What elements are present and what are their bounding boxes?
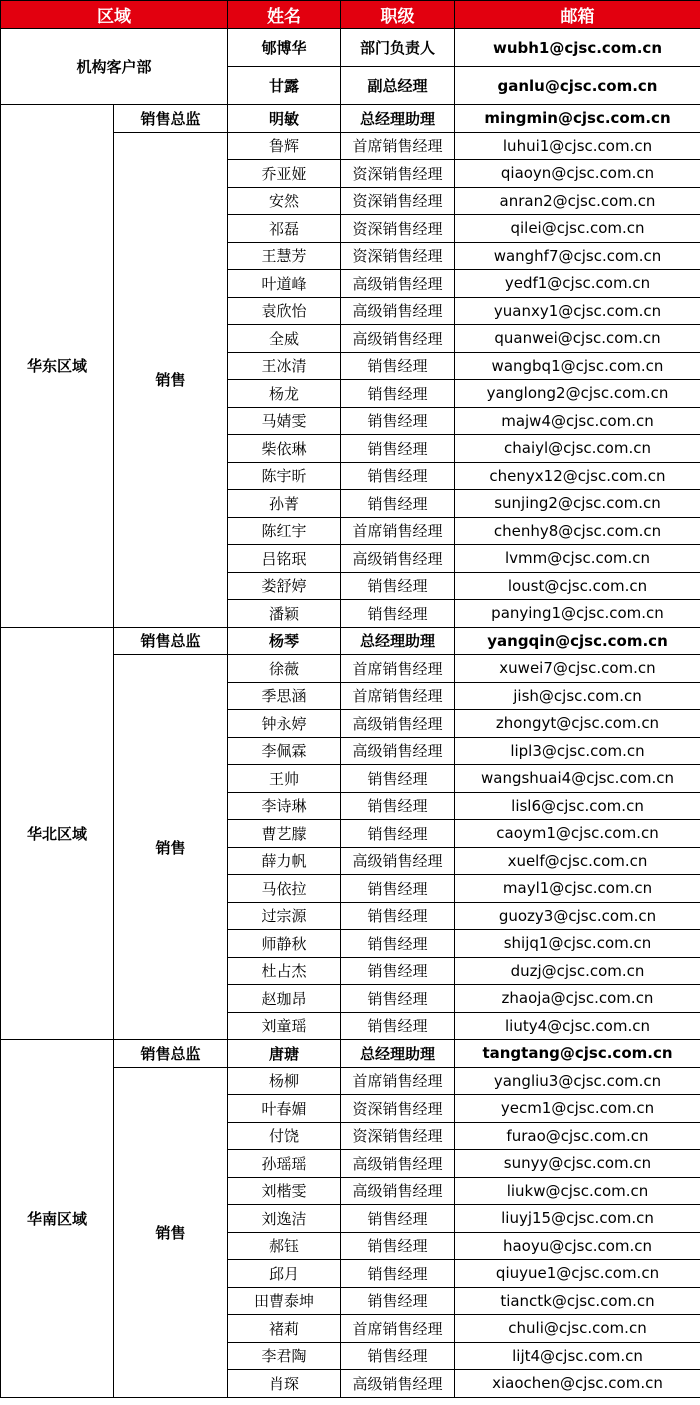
level-cell: 销售经理 (341, 407, 455, 435)
name-cell: 孙瑶瑶 (228, 1150, 341, 1178)
email-cell: zhaoja@cjsc.com.cn (455, 985, 700, 1013)
email-cell: liuty4@cjsc.com.cn (455, 1012, 700, 1040)
name-cell: 郝钰 (228, 1232, 341, 1260)
region-cell: 华北区域 (1, 627, 114, 1040)
name-cell: 过宗源 (228, 902, 341, 930)
name-cell: 刘楷雯 (228, 1177, 341, 1205)
email-cell: qiuyue1@cjsc.com.cn (455, 1260, 700, 1288)
email-cell: yecm1@cjsc.com.cn (455, 1095, 700, 1123)
email-cell: lijt4@cjsc.com.cn (455, 1342, 700, 1370)
name-cell: 褚莉 (228, 1315, 341, 1343)
email-cell: furao@cjsc.com.cn (455, 1122, 700, 1150)
table-row (1, 29, 700, 67)
level-cell: 高级销售经理 (341, 847, 455, 875)
level-cell: 首席销售经理 (341, 132, 455, 160)
level-cell: 总经理助理 (341, 105, 455, 133)
name-cell: 钟永婷 (228, 710, 341, 738)
level-cell: 副总经理 (341, 67, 455, 105)
level-cell: 资深销售经理 (341, 187, 455, 215)
email-cell: sunyy@cjsc.com.cn (455, 1150, 700, 1178)
name-cell: 安然 (228, 187, 341, 215)
name-cell: 叶春媚 (228, 1095, 341, 1123)
email-cell: qiaoyn@cjsc.com.cn (455, 160, 700, 188)
level-cell: 高级销售经理 (341, 1370, 455, 1398)
level-cell: 销售经理 (341, 490, 455, 518)
email-cell: caoym1@cjsc.com.cn (455, 820, 700, 848)
email-cell: liukw@cjsc.com.cn (455, 1177, 700, 1205)
name-cell: 付饶 (228, 1122, 341, 1150)
level-cell: 高级销售经理 (341, 1150, 455, 1178)
table-row (1, 1040, 700, 1068)
name-cell: 徐薇 (228, 655, 341, 683)
level-cell: 销售经理 (341, 352, 455, 380)
email-cell: majw4@cjsc.com.cn (455, 407, 700, 435)
email-cell: quanwei@cjsc.com.cn (455, 325, 700, 353)
email-cell: liuyj15@cjsc.com.cn (455, 1205, 700, 1233)
email-cell: haoyu@cjsc.com.cn (455, 1232, 700, 1260)
region-cell: 华东区域 (1, 105, 114, 628)
role-director-cell: 销售总监 (114, 1040, 228, 1068)
email-cell: tangtang@cjsc.com.cn (455, 1040, 700, 1068)
name-cell: 郇博华 (228, 29, 341, 67)
level-cell: 销售经理 (341, 572, 455, 600)
level-cell: 销售经理 (341, 957, 455, 985)
email-cell: chuli@cjsc.com.cn (455, 1315, 700, 1343)
email-cell: chaiyl@cjsc.com.cn (455, 435, 700, 463)
name-cell: 叶道峰 (228, 270, 341, 298)
email-cell: yanglong2@cjsc.com.cn (455, 380, 700, 408)
name-cell: 陈宇昕 (228, 462, 341, 490)
email-cell: yedf1@cjsc.com.cn (455, 270, 700, 298)
email-cell: panying1@cjsc.com.cn (455, 600, 700, 628)
email-cell: mingmin@cjsc.com.cn (455, 105, 700, 133)
email-cell: guozy3@cjsc.com.cn (455, 902, 700, 930)
role-director-cell: 销售总监 (114, 105, 228, 133)
email-cell: lipl3@cjsc.com.cn (455, 737, 700, 765)
level-cell: 销售经理 (341, 930, 455, 958)
name-cell: 薛力帆 (228, 847, 341, 875)
name-cell: 吕铭珉 (228, 545, 341, 573)
header-email: 邮箱 (455, 1, 700, 29)
level-cell: 资深销售经理 (341, 1122, 455, 1150)
name-cell: 杜占杰 (228, 957, 341, 985)
level-cell: 首席销售经理 (341, 682, 455, 710)
level-cell: 销售经理 (341, 435, 455, 463)
institution-dept-cell: 机构客户部 (1, 29, 228, 105)
email-cell: yangliu3@cjsc.com.cn (455, 1067, 700, 1095)
name-cell: 杨龙 (228, 380, 341, 408)
name-cell: 袁欣怡 (228, 297, 341, 325)
level-cell: 销售经理 (341, 380, 455, 408)
email-cell: zhongyt@cjsc.com.cn (455, 710, 700, 738)
name-cell: 马依拉 (228, 875, 341, 903)
level-cell: 总经理助理 (341, 1040, 455, 1068)
name-cell: 李佩霖 (228, 737, 341, 765)
header-level: 职级 (341, 1, 455, 29)
level-cell: 高级销售经理 (341, 270, 455, 298)
name-cell: 陈红宇 (228, 517, 341, 545)
name-cell: 柴依琳 (228, 435, 341, 463)
email-cell: yangqin@cjsc.com.cn (455, 627, 700, 655)
level-cell: 销售经理 (341, 1287, 455, 1315)
email-cell: loust@cjsc.com.cn (455, 572, 700, 600)
level-cell: 销售经理 (341, 792, 455, 820)
header-row (1, 1, 700, 29)
name-cell: 李君陶 (228, 1342, 341, 1370)
level-cell: 销售经理 (341, 765, 455, 793)
level-cell: 高级销售经理 (341, 1177, 455, 1205)
level-cell: 首席销售经理 (341, 517, 455, 545)
email-cell: chenhy8@cjsc.com.cn (455, 517, 700, 545)
email-cell: xuwei7@cjsc.com.cn (455, 655, 700, 683)
email-cell: qilei@cjsc.com.cn (455, 215, 700, 243)
email-cell: lvmm@cjsc.com.cn (455, 545, 700, 573)
email-cell: wanghf7@cjsc.com.cn (455, 242, 700, 270)
email-cell: chenyx12@cjsc.com.cn (455, 462, 700, 490)
level-cell: 销售经理 (341, 462, 455, 490)
level-cell: 销售经理 (341, 985, 455, 1013)
name-cell: 祁磊 (228, 215, 341, 243)
name-cell: 孙菁 (228, 490, 341, 518)
header-region: 区域 (1, 1, 228, 29)
name-cell: 曹艺朦 (228, 820, 341, 848)
level-cell: 总经理助理 (341, 627, 455, 655)
level-cell: 资深销售经理 (341, 160, 455, 188)
name-cell: 师静秋 (228, 930, 341, 958)
name-cell: 李诗琳 (228, 792, 341, 820)
name-cell: 杨柳 (228, 1067, 341, 1095)
name-cell: 全威 (228, 325, 341, 353)
role-sales-cell: 销售 (114, 655, 228, 1040)
email-cell: xiaochen@cjsc.com.cn (455, 1370, 700, 1398)
level-cell: 销售经理 (341, 600, 455, 628)
level-cell: 高级销售经理 (341, 325, 455, 353)
name-cell: 甘露 (228, 67, 341, 105)
email-cell: sunjing2@cjsc.com.cn (455, 490, 700, 518)
email-cell: lisl6@cjsc.com.cn (455, 792, 700, 820)
level-cell: 销售经理 (341, 1260, 455, 1288)
email-cell: wangbq1@cjsc.com.cn (455, 352, 700, 380)
name-cell: 娄舒婷 (228, 572, 341, 600)
level-cell: 销售经理 (341, 902, 455, 930)
region-cell: 华南区域 (1, 1040, 114, 1398)
level-cell: 销售经理 (341, 1232, 455, 1260)
name-cell: 赵珈昂 (228, 985, 341, 1013)
email-cell: anran2@cjsc.com.cn (455, 187, 700, 215)
level-cell: 高级销售经理 (341, 297, 455, 325)
level-cell: 首席销售经理 (341, 655, 455, 683)
header-name: 姓名 (228, 1, 341, 29)
name-cell: 刘逸洁 (228, 1205, 341, 1233)
table-body (1, 29, 700, 1398)
email-cell: mayl1@cjsc.com.cn (455, 875, 700, 903)
level-cell: 销售经理 (341, 1342, 455, 1370)
name-cell: 肖琛 (228, 1370, 341, 1398)
role-sales-cell: 销售 (114, 1067, 228, 1397)
level-cell: 高级销售经理 (341, 737, 455, 765)
name-cell: 王慧芳 (228, 242, 341, 270)
level-cell: 首席销售经理 (341, 1067, 455, 1095)
level-cell: 部门负责人 (341, 29, 455, 67)
level-cell: 资深销售经理 (341, 242, 455, 270)
name-cell: 田曹泰坤 (228, 1287, 341, 1315)
name-cell: 刘童瑶 (228, 1012, 341, 1040)
role-director-cell: 销售总监 (114, 627, 228, 655)
name-cell: 王帅 (228, 765, 341, 793)
level-cell: 资深销售经理 (341, 215, 455, 243)
email-cell: luhui1@cjsc.com.cn (455, 132, 700, 160)
level-cell: 销售经理 (341, 1205, 455, 1233)
email-cell: xuelf@cjsc.com.cn (455, 847, 700, 875)
email-cell: wubh1@cjsc.com.cn (455, 29, 700, 67)
name-cell: 潘颖 (228, 600, 341, 628)
name-cell: 杨琴 (228, 627, 341, 655)
name-cell: 唐瑭 (228, 1040, 341, 1068)
email-cell: wangshuai4@cjsc.com.cn (455, 765, 700, 793)
name-cell: 季思涵 (228, 682, 341, 710)
level-cell: 销售经理 (341, 1012, 455, 1040)
email-cell: ganlu@cjsc.com.cn (455, 67, 700, 105)
level-cell: 高级销售经理 (341, 545, 455, 573)
level-cell: 首席销售经理 (341, 1315, 455, 1343)
name-cell: 乔亚娅 (228, 160, 341, 188)
name-cell: 鲁辉 (228, 132, 341, 160)
level-cell: 销售经理 (341, 875, 455, 903)
email-cell: yuanxy1@cjsc.com.cn (455, 297, 700, 325)
email-cell: shijq1@cjsc.com.cn (455, 930, 700, 958)
email-cell: jish@cjsc.com.cn (455, 682, 700, 710)
name-cell: 邱月 (228, 1260, 341, 1288)
table-row (1, 627, 700, 655)
email-cell: duzj@cjsc.com.cn (455, 957, 700, 985)
name-cell: 王冰清 (228, 352, 341, 380)
name-cell: 马婧雯 (228, 407, 341, 435)
level-cell: 高级销售经理 (341, 710, 455, 738)
level-cell: 资深销售经理 (341, 1095, 455, 1123)
role-sales-cell: 销售 (114, 132, 228, 627)
email-cell: tianctk@cjsc.com.cn (455, 1287, 700, 1315)
name-cell: 明敏 (228, 105, 341, 133)
table-row (1, 105, 700, 133)
level-cell: 销售经理 (341, 820, 455, 848)
